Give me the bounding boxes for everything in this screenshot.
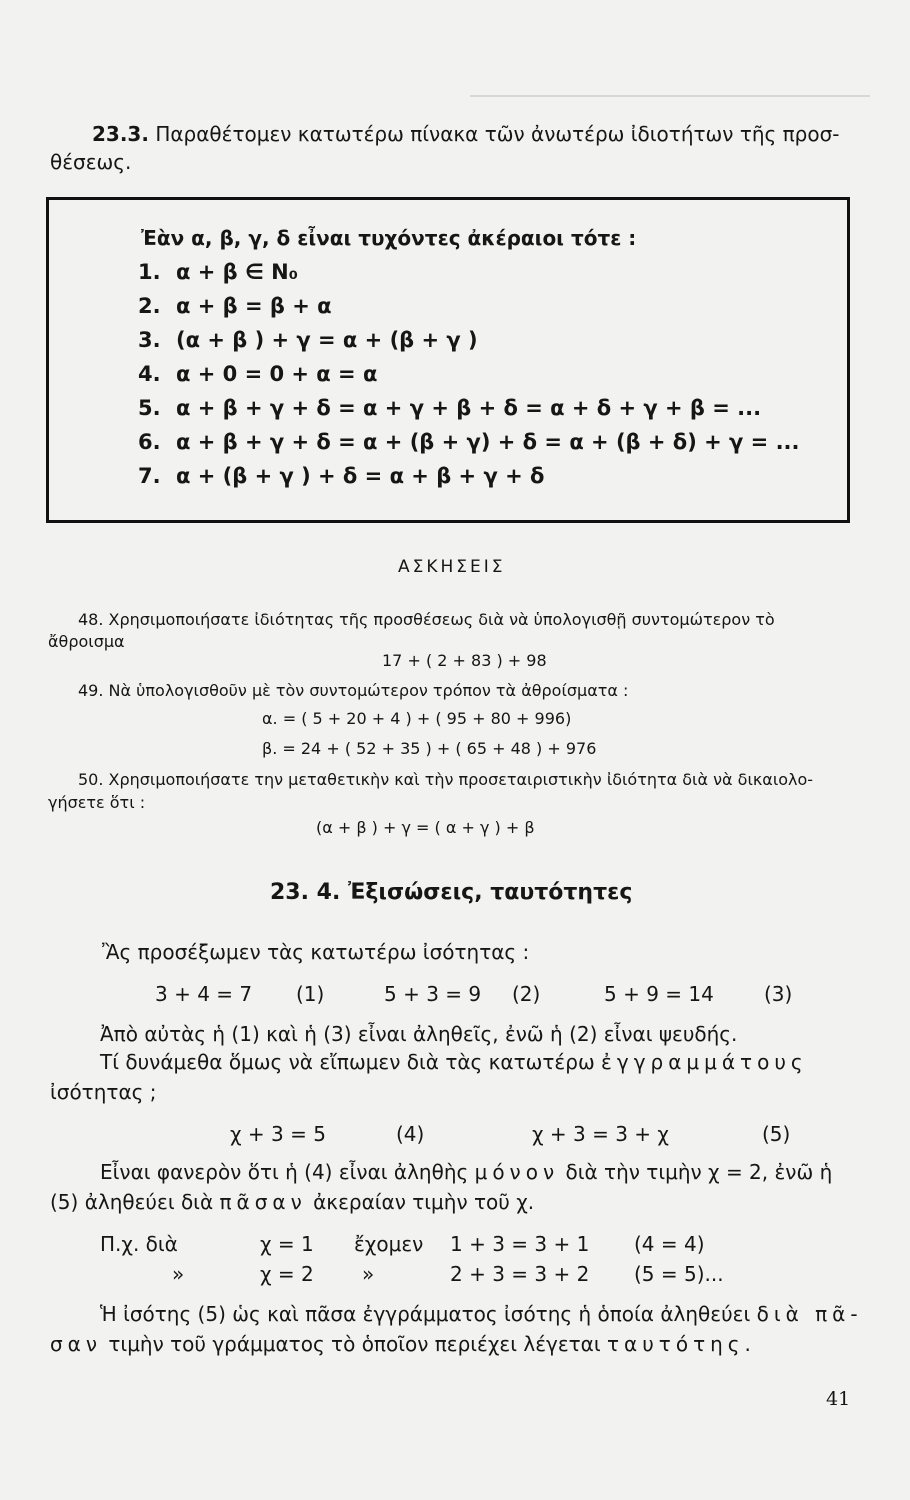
spaced-word: πᾶσαν (219, 1190, 307, 1214)
example-row-2-result: (5 = 5)... (634, 1262, 724, 1286)
exercise-50-line-1: 50. Χρησιμοποιήσατε την μεταθετικὴν καὶ τὴν προσεταιριστικὴν ἰδιότητα διὰ νὰ δικαιολο- (78, 770, 814, 789)
paragraph-explanation-line-2 (50, 1190, 534, 1214)
page-number: 41 (826, 1388, 851, 1410)
properties-table (46, 197, 850, 523)
paragraph-truth: Ἀπὸ αὐτὰς ἡ (1) καὶ ἡ (3) εἶναι ἀληθεῖς, ἐνῶ ἡ (2) εἶναι ψευδής. (100, 1022, 738, 1046)
question-text: Τί δυνάμεθα ὅμως νὰ εἴπωμεν διὰ τὰς κατωτέρω (100, 1050, 595, 1074)
example-row-1-equation: 1 + 3 = 3 + 1 (450, 1232, 590, 1256)
example-row-1-prefix: Π.χ. διὰ (100, 1232, 178, 1256)
item-number: 7. (138, 464, 161, 488)
property-formula: α + β + γ + δ = α + (β + γ) + δ = α + (β + δ) + γ = ... (176, 430, 800, 454)
equation-3: 5 + 9 = 14 (604, 982, 714, 1006)
item-number: 6. (138, 430, 161, 454)
property-formula: α + β + γ + δ = α + γ + β + δ = α + δ + γ + β = ... (176, 396, 762, 420)
section-number: 23.3. (92, 122, 149, 146)
table-heading: Ἐὰν α, β, γ, δ εἶναι τυχόντες ἀκέραιοι τότε : (141, 226, 637, 250)
equation-4: χ + 3 = 5 (230, 1122, 326, 1146)
explanation-text: Εἶναι φανερὸν ὅτι ἡ (4) εἶναι ἀληθὴς (100, 1160, 469, 1184)
equation-5-label: (5) (762, 1122, 791, 1146)
exercise-48-line-1: 48. Χρησιμοποιήσατε ἰδιότητας τῆς προσθέσεως διὰ νὰ ὑπολογισθῇ συντομώτερον τὸ (78, 610, 775, 629)
exercise-50-expression: (α + β ) + γ = ( α + γ ) + β (316, 818, 535, 837)
equation-5: χ + 3 = 3 + χ (532, 1122, 669, 1146)
equation-3-label: (3) (764, 982, 793, 1006)
identity-text: Ἡ ἰσότης (5) ὡς καὶ πᾶσα ἐγγράμματος ἰσότης ἡ ὁποία ἀληθεύει (100, 1302, 751, 1326)
paragraph-question-line-2: ἰσότητας ; (50, 1080, 157, 1104)
paragraph-question-line-1 (100, 1050, 808, 1074)
paragraph-identity-line-1 (100, 1302, 863, 1326)
property-formula: α + β = β + α (176, 294, 332, 318)
explanation-text: ἀκεραίαν τιμὴν τοῦ χ. (313, 1190, 535, 1214)
property-formula: α + (β + γ ) + δ = α + β + γ + δ (176, 464, 545, 488)
item-number: 5. (138, 396, 161, 420)
paragraph-explanation-line-1 (100, 1160, 832, 1184)
exercises-heading: ΑΣΚΗΣΕΙΣ (398, 557, 506, 577)
exercise-49-a: α. = ( 5 + 20 + 4 ) + ( 95 + 80 + 996) (262, 709, 572, 728)
spaced-word: ἐγγραμμάτους (601, 1050, 808, 1074)
exercise-48-line-2: ἄθροισμα (48, 632, 125, 651)
item-number: 1. (138, 260, 161, 284)
example-row-1-result: (4 = 4) (634, 1232, 705, 1256)
equation-1: 3 + 4 = 7 (155, 982, 253, 1006)
item-number: 3. (138, 328, 161, 352)
explanation-text: διὰ τὴν τιμὴν χ = 2, ἐνῶ ἡ (565, 1160, 833, 1184)
paragraph-intro: Ἂς προσέξωμεν τὰς κατωτέρω ἰσότητας : (102, 940, 530, 964)
exercise-48-expression: 17 + ( 2 + 83 ) + 98 (382, 651, 547, 670)
exercise-50-line-2: γήσετε ὅτι : (48, 793, 146, 812)
example-row-1-verb: ἔχομεν (354, 1232, 424, 1256)
equation-1-label: (1) (296, 982, 325, 1006)
example-row-1-value: χ = 1 (260, 1232, 314, 1256)
show-through-decoration (470, 95, 870, 97)
example-row-2-prefix: » (172, 1262, 185, 1286)
spaced-word: διὰ πᾶ- (756, 1302, 863, 1326)
item-number: 4. (138, 362, 161, 386)
spaced-word: μόνον (474, 1160, 560, 1184)
property-formula: (α + β ) + γ = α + (β + γ ) (176, 328, 478, 352)
section-23-4-title: 23. 4. Ἐξισώσεις, ταυτότητες (270, 880, 633, 905)
equation-2: 5 + 3 = 9 (384, 982, 482, 1006)
exercise-49-b: β. = 24 + ( 52 + 35 ) + ( 65 + 48 ) + 976 (262, 739, 597, 758)
property-formula: α + β ∈ N₀ (176, 260, 298, 284)
spaced-word: ταυτότης. (607, 1332, 756, 1356)
example-row-2-value: χ = 2 (260, 1262, 314, 1286)
paragraph-identity-line-2 (50, 1332, 756, 1356)
intro-line-1: Παραθέτομεν κατωτέρω πίνακα τῶν ἀνωτέρω ἰδιοτήτων τῆς προσ- (155, 122, 840, 146)
equation-2-label: (2) (512, 982, 541, 1006)
identity-text: τιμὴν τοῦ γράμματος τὸ ὁποῖον περιέχει λέγεται (108, 1332, 601, 1356)
example-row-2-equation: 2 + 3 = 3 + 2 (450, 1262, 590, 1286)
property-formula: α + 0 = 0 + α = α (176, 362, 378, 386)
exercise-49-line-1: 49. Νὰ ὑπολογισθοῦν μὲ τὸν συντομώτερον τρόπον τὰ ἀθροίσματα : (78, 681, 629, 700)
section-23-3-intro (92, 122, 840, 146)
equation-4-label: (4) (396, 1122, 425, 1146)
spaced-word: σαν (50, 1332, 103, 1356)
explanation-text: (5) ἀληθεύει διὰ (50, 1190, 214, 1214)
example-row-2-verb: » (362, 1262, 375, 1286)
intro-line-2: θέσεως. (50, 150, 132, 174)
item-number: 2. (138, 294, 161, 318)
